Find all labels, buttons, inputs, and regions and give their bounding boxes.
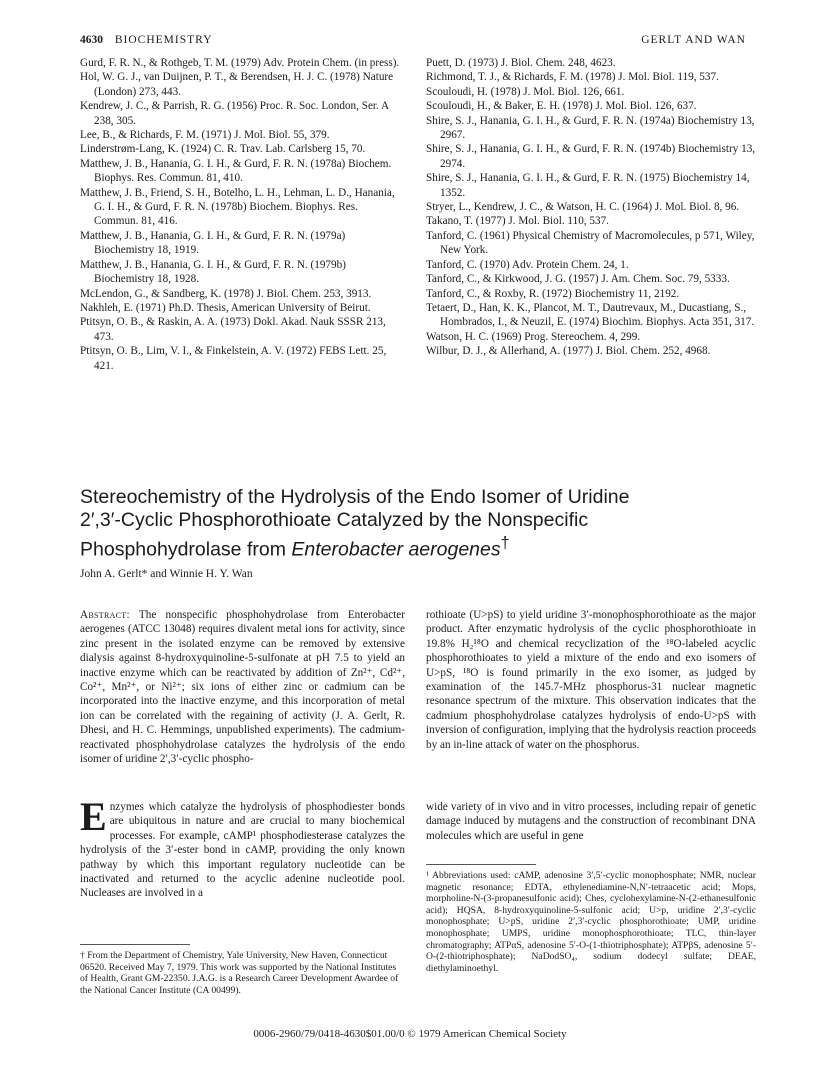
article-title (80, 486, 760, 562)
references-right-column (426, 56, 756, 359)
footnote-affiliation: † From the Department of Chemistry, Yale University, New Haven, Connecticut 06520. Received May 7, 1979. This work was supported by the National Institutes of Health, Grant GM-22350. J.A.G. is a Research Career Development Awardee of the National Cancer Institute (CA 00499). (80, 950, 399, 996)
reference-entry: Stryer, L., Kendrew, J. C., & Watson, H. C. (1964) J. Mol. Biol. 8, 96. (426, 201, 740, 214)
title-line-2: 2′,3′-Cyclic Phosphorothioate Catalyzed by the Nonspecific (80, 509, 589, 531)
reference-entry: McLendon, G., & Sandberg, K. (1978) J. Biol. Chem. 253, 3913. (80, 287, 372, 300)
abstract-text-right: rothioate (U>pS) to yield uridine 3′-monophosphorothioate as the major product. After enzymatic hydrolysis of the cyclic phosphorothioate in 19.8% H₂¹⁸O and chemical recyclization of the ¹⁸O-labeled acyclic phosphorothioates to yield a mixture of the endo and exo isomers of U>pS, ¹⁸O is found primarily in the exo isomer, as judged by examination of the 145.7-MHz phosphorus-31 nuclear magnetic resonance spectrum of the mixture. This observation indicates that the cadmium phosphohydrolase catalyzes hydrolysis of endo-U>pS with inversion of configuration, implying that the hydrolysis reaction proceeds by an in-line attack of water on the phosphorus. (426, 609, 756, 751)
reference-entry: Lee, B., & Richards, F. M. (1971) J. Mol. Biol. 55, 379. (80, 129, 330, 142)
footnote-rule-right (426, 864, 536, 865)
reference-entry: Matthew, J. B., Hanania, G. I. H., & Gurd, F. R. N. (1978a) Biochem. Biophys. Res. Commun. 81, 410. (80, 157, 392, 185)
reference-entry: Ptitsyn, O. B., Lim, V. I., & Finkelstein, A. V. (1972) FEBS Lett. 25, 421. (80, 345, 387, 372)
title-footnote-mark: † (500, 534, 510, 552)
title-line-3 (80, 532, 760, 562)
reference-entry: Scouloudi, H. (1978) J. Mol. Biol. 126, 661. (426, 85, 625, 98)
reference-entry: Tanford, C., & Roxby, R. (1972) Biochemistry 11, 2192. (426, 287, 680, 300)
reference-entry: Linderstrøm-Lang, K. (1924) C. R. Trav. Lab. Carlsberg 15, 70. (80, 143, 366, 156)
reference-entry: Tanford, C., & Kirkwood, J. G. (1957) J. Am. Chem. Soc. 79, 5333. (426, 273, 730, 286)
reference-entry: Shire, S. J., Hanania, G. I. H., & Gurd, F. R. N. (1974b) Biochemistry 13, 2974. (426, 143, 756, 170)
title-organism: Enterobacter aerogenes (291, 538, 501, 561)
body-text-left: nzymes which catalyze the hydrolysis of phosphodiester bonds are ubiquitous in nature and are crucial to many biochemical processes. For example, cAMP¹ phosphodiesterase catalyzes the hydrolysis of the 3′-ester bond in cAMP, providing the only known pathway by which this important regulatory nucleotide can be inactivated and returned to the acyclic adenine nucleotide pool. Nucleases are involved in a (80, 801, 405, 900)
reference-entry: Scouloudi, H., & Baker, E. H. (1978) J. Mol. Biol. 126, 637. (426, 100, 697, 113)
page-footer: 0006-2960/79/0418-4630$01.00/0 © 1979 American Chemical Society (253, 1028, 567, 1040)
drop-cap: E (80, 794, 107, 839)
reference-entry: Puett, D. (1973) J. Biol. Chem. 248, 4623. (426, 57, 616, 69)
reference-entry: Hol, W. G. J., van Duijnen, P. T., & Berendsen, H. J. C. (1978) Nature (London) 273, 443. (80, 71, 394, 98)
title-line-3-prefix: Phosphohydrolase from (80, 538, 292, 561)
reference-entry: Richmond, T. J., & Richards, F. M. (1978) J. Mol. Biol. 119, 537. (426, 71, 719, 84)
body-text-right: wide variety of in vivo and in vitro processes, including repair of genetic damage induced by mutagens and the construction of recombinant DNA molecules which are useful in gene (426, 801, 756, 842)
reference-entry: Tetaert, D., Han, K. K., Plancot, M. T., Dautrevaux, M., Ducastiang, S., Hombrados, I., & Neuzil, E. (1974) Biochim. Biophys. Acta 351, 317. (426, 301, 755, 329)
reference-entry: Shire, S. J., Hanania, G. I. H., & Gurd, F. R. N. (1975) Biochemistry 14, 1352. (426, 172, 750, 199)
page-number: 4630 (80, 34, 103, 46)
reference-entry: Wilbur, D. J., & Allerhand, A. (1977) J. Biol. Chem. 252, 4968. (426, 345, 711, 358)
reference-entry: Ptitsyn, O. B., & Raskin, A. A. (1973) Dokl. Akad. Nauk SSSR 213, 473. (80, 316, 386, 343)
article-authors: John A. Gerlt* and Winnie H. Y. Wan (80, 568, 253, 580)
footnote-abbreviations: ¹ Abbreviations used: cAMP, adenosine 3′,5′-cyclic monophosphate; NMR, nuclear magnetic resonance; EDTA, ethylenediamine-N,N′-tetraacetic acid; Mops, morpholine-N-(3-propanesulfonic acid); Ches, cyclohexylamine-N-(2-ethanesulfonic acid); HQSA, 8-hydroxyquinoline-5-sulfonic acid; U>p, uridine 2′,3′-cyclic monophosphate; U>pS, uridine 2′,3′-cyclic phosphorothioate; UMP, uridine monophosphate; UMPS, uridine monophosphorothioate; TLC, thin-layer chromatography; ATPαS, adenosine 5′-O-(1-thiotriphosphate); ATPβS, adenosine 5′-O-(2-thiotriphosphate); NaDodSO₄, sodium dodecyl sulfate; DEAE, diethylaminoethyl. (426, 870, 756, 974)
abstract-right (426, 608, 756, 752)
reference-entry: Matthew, J. B., Hanania, G. I. H., & Gurd, F. R. N. (1979b) Biochemistry 18, 1928. (80, 258, 346, 286)
running-header-left (80, 34, 213, 46)
reference-entry: Shire, S. J., Hanania, G. I. H., & Gurd, F. R. N. (1974a) Biochemistry 13, 2967. (426, 114, 755, 142)
body-right-column (426, 800, 756, 843)
abstract-text-left: The nonspecific phosphohydrolase from Enterobacter aerogenes (ATCC 13048) requires divalent metal ions for activity, since zinc present in the isolated enzyme can be removed by extensive dialysis against 8-hydroxyquinoline-5-sulfonate at pH 7.5 to yield an inactive enzyme which can be reactivated by addition of Zn²⁺, Cd²⁺, Co²⁺, Mn²⁺, or Ni²⁺; six ions of either zinc or cadmium can be incorporated into the inactive enzyme, and this incorporation of metal ion can be correlated with the regaining of activity (J. A. Gerlt, R. Dhesi, and H. C. Hemmings, unpublished experiments). The cadmium-reactivated phosphohydrolase catalyzes the hydrolysis of the endo isomer of uridine 2′,3′-cyclic phospho- (80, 609, 405, 766)
footnote-rule-left (80, 944, 190, 945)
reference-entry: Nakhleh, E. (1971) Ph.D. Thesis, American University of Beirut. (80, 301, 371, 314)
reference-entry: Takano, T. (1977) J. Mol. Biol. 110, 537. (426, 215, 609, 228)
reference-entry: Tanford, C. (1961) Physical Chemistry of Macromolecules, p 571, Wiley, New York. (426, 229, 755, 257)
references-left-column (80, 56, 405, 373)
reference-entry: Matthew, J. B., Friend, S. H., Botelho, L. H., Lehman, L. D., Hanania, G. I. H., & Gurd, F. R. N. (1978b) Biochem. Biophys. Res. Commun. 81, 416. (80, 186, 395, 228)
journal-name: BIOCHEMISTRY (114, 34, 213, 46)
reference-entry: Watson, H. C. (1969) Prog. Stereochem. 4, 299. (426, 330, 641, 343)
abstract-label: Abstract: (80, 609, 130, 621)
reference-entry: Matthew, J. B., Hanania, G. I. H., & Gurd, F. R. N. (1979a) Biochemistry 18, 1919. (80, 229, 346, 257)
running-header-authors: GERLT AND WAN (641, 34, 746, 46)
body-left-column (80, 794, 405, 901)
reference-entry: Kendrew, J. C., & Parrish, R. G. (1956) Proc. R. Soc. London, Ser. A 238, 305. (80, 100, 389, 127)
title-line-1: Stereochemistry of the Hydrolysis of the Endo Isomer of Uridine (80, 486, 630, 508)
reference-entry: Gurd, F. R. N., & Rothgeb, T. M. (1979) Adv. Protein Chem. (in press). (80, 57, 400, 69)
abstract-left (80, 608, 405, 766)
reference-entry: Tanford, C. (1970) Adv. Protein Chem. 24, 1. (426, 258, 629, 271)
